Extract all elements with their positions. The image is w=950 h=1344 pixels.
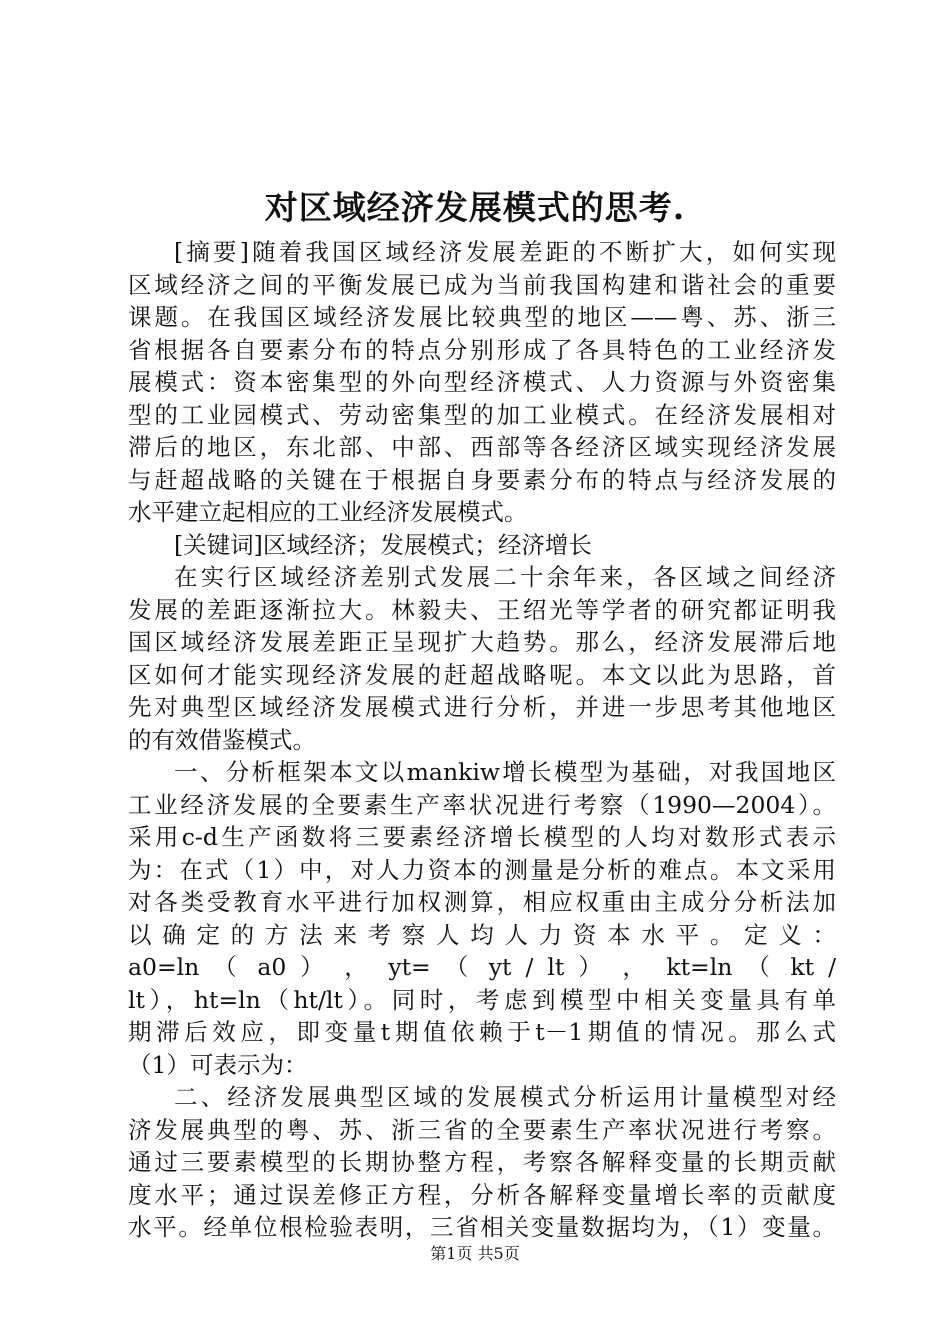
body-text-line: lt），ht=ln（ht/lt）。同时，考虑到模型中相关变量具有单: [128, 985, 836, 1014]
body-text-line: 工业经济发展的全要素生产率状况进行考察（1990—2004）。: [128, 790, 836, 819]
body-text-line: 省根据各自要素分布的特点分别形成了各具特色的工业经济发: [128, 335, 836, 364]
body-text-line: 二、经济发展典型区域的发展模式分析运用计量模型对经: [174, 1083, 836, 1111]
body-text-line: 以 确 定 的 方 法 来 考 察 人 均 人 力 资 本 水 平 。 定 义 ：: [128, 920, 836, 949]
body-text-line: 课题。在我国区域经济发展比较典型的地区——粤、苏、浙三: [128, 303, 836, 331]
body-text-line: 的有效借鉴模式。: [128, 725, 316, 754]
body-text-line: 国区域经济发展差距正呈现扩大趋势。那么，经济发展滞后地: [128, 628, 836, 656]
body-text-line: 水平。经单位根检验表明，三省相关变量数据均为，（1）变量。: [128, 1213, 836, 1241]
body-text-line: 区域经济之间的平衡发展已成为当前我国构建和谐社会的重要: [128, 270, 836, 299]
body-text-line: 度水平；通过误差修正方程，分析各解释变量增长率的贡献度: [128, 1180, 836, 1209]
body-text-line: 发展的差距逐渐拉大。林毅夫、王绍光等学者的研究都证明我: [128, 595, 836, 624]
body-text-line: 滞后的地区，东北部、中部、西部等各经济区域实现经济发展: [128, 433, 836, 461]
body-text-line: （1）可表示为：: [128, 1050, 308, 1079]
body-text-line: 为：在式（1）中，对人力资本的测量是分析的难点。本文采用: [128, 855, 836, 884]
body-text-line: 采用c-d生产函数将三要素经济增长模型的人均对数形式表示: [128, 823, 836, 851]
body-text-line: 济发展典型的粤、苏、浙三省的全要素生产率状况进行考察。: [128, 1115, 836, 1144]
body-text-line: 区如何才能实现经济发展的赶超战略呢。本文以此为思路，首: [128, 660, 836, 689]
body-text-line: 水平建立起相应的工业经济发展模式。: [128, 498, 528, 526]
body-text-line: [关键词]区域经济；发展模式；经济增长: [174, 530, 592, 559]
body-text-line: 在实行区域经济差别式发展二十余年来，各区域之间经济: [174, 563, 836, 591]
body-text-line: 与赶超战略的关键在于根据自身要素分布的特点与经济发展的: [128, 465, 836, 494]
body-text-line: 一、分析框架本文以mankiw增长模型为基础，对我国地区: [174, 758, 836, 786]
document-body: [128, 236, 836, 1244]
body-text-line: 通过三要素模型的长期协整方程，考察各解释变量的长期贡献: [128, 1148, 836, 1176]
body-text-line: a0=ln （ a0 ） ， yt= （ yt / lt ） ， kt=ln （ kt /: [128, 953, 836, 981]
body-text-line: [摘要]随着我国区域经济发展差距的不断扩大，如何实现: [174, 238, 836, 266]
body-text-line: 对各类受教育水平进行加权测算，相应权重由主成分分析法加: [128, 888, 836, 916]
body-text-line: 展模式：资本密集型的外向型经济模式、人力资源与外资密集: [128, 368, 836, 396]
body-text-line: 型的工业园模式、劳动密集型的加工业模式。在经济发展相对: [128, 400, 836, 429]
page-footer: 第1页 共5页: [430, 1244, 520, 1263]
body-text-line: 期滞后效应，即变量t期值依赖于t－1期值的情况。那么式: [128, 1018, 836, 1046]
body-text-line: 先对典型区域经济发展模式进行分析，并进一步思考其他地区: [128, 693, 836, 721]
document-title: 对区域经济发展模式的思考.: [264, 188, 686, 227]
